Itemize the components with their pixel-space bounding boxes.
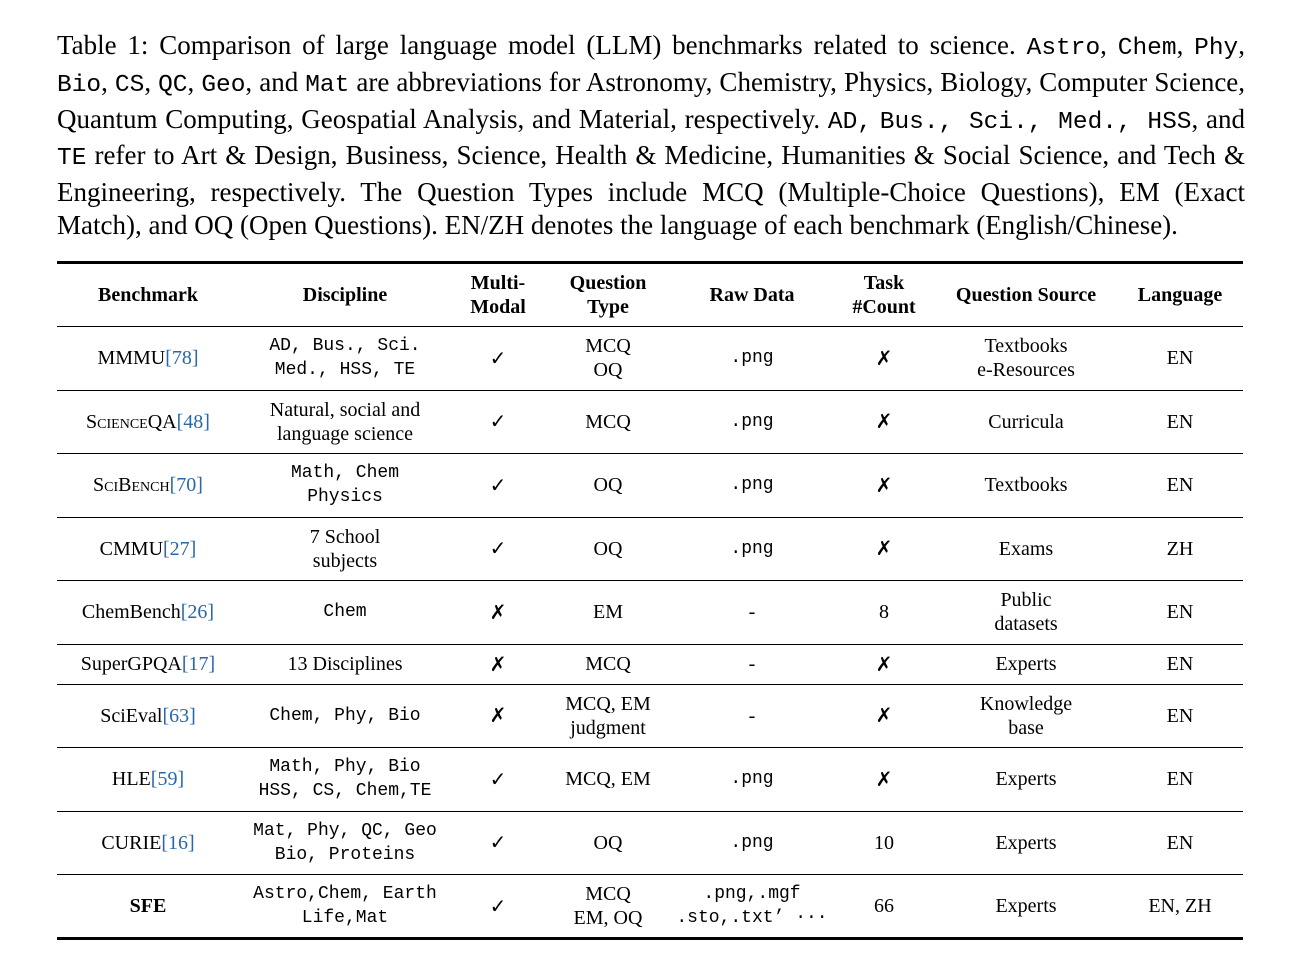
raw-data-line: - — [748, 653, 756, 675]
table-row — [57, 390, 1243, 454]
header-raw-label: Raw Data — [709, 284, 795, 306]
header-qtype-line1: Question — [569, 272, 647, 294]
cell-raw-data — [671, 811, 833, 875]
caption-abbr-ad: AD, — [827, 108, 872, 136]
cell-multimodal — [451, 684, 545, 748]
cell-benchmark — [57, 581, 239, 645]
discipline-line: HSS, CS, Chem,TE — [258, 781, 432, 802]
caption-sep: , and — [1191, 103, 1246, 134]
cell-language — [1117, 581, 1243, 645]
source-line: datasets — [994, 613, 1058, 636]
check-mark-icon: ✓ — [489, 472, 507, 497]
header-multimodal — [451, 263, 545, 327]
benchmark-name: ScienceQA — [86, 410, 177, 433]
task-count-value: 10 — [874, 831, 894, 854]
header-discipline — [239, 263, 451, 327]
benchmark-table-wrapper — [57, 261, 1243, 940]
benchmark-name: CURIE — [101, 831, 162, 854]
citation-link[interactable]: [78] — [165, 347, 199, 370]
header-language — [1117, 263, 1243, 327]
cell-language — [1117, 811, 1243, 875]
raw-data-line: .png — [730, 475, 774, 496]
caption-sep: , — [101, 66, 115, 97]
table-header-row — [57, 263, 1243, 327]
cell-question-source — [935, 811, 1117, 875]
question-type-line: judgment — [570, 716, 646, 739]
source-line: Experts — [995, 831, 1057, 854]
citation-link[interactable]: [26] — [180, 601, 215, 624]
raw-data-line: - — [748, 601, 756, 624]
cell-multimodal — [451, 454, 545, 518]
source-line: Experts — [995, 895, 1057, 917]
table-row — [57, 748, 1243, 812]
cell-raw-data — [671, 684, 833, 748]
caption-abbr-te: TE — [57, 145, 87, 173]
cell-benchmark — [57, 811, 239, 875]
question-type-line: MCQ — [585, 335, 631, 358]
cell-question-source — [935, 454, 1117, 518]
discipline-line: subjects — [312, 549, 378, 572]
benchmark-name: MMMU — [97, 347, 166, 370]
cross-mark-icon: ✗ — [875, 409, 893, 434]
cross-mark-icon: ✗ — [489, 651, 507, 676]
cell-task-count — [833, 454, 935, 518]
citation-link[interactable]: [59] — [150, 768, 185, 791]
cell-multimodal — [451, 644, 545, 684]
discipline-line: 13 Disciplines — [287, 653, 403, 675]
cross-mark-icon: ✗ — [875, 766, 893, 791]
discipline-line: Life,Mat — [301, 908, 389, 928]
discipline-line: language science — [276, 422, 414, 445]
language-value: EN — [1166, 601, 1194, 624]
source-line: Textbooks — [984, 335, 1068, 358]
source-line: Public — [1000, 589, 1052, 612]
cell-discipline — [239, 390, 451, 454]
question-type-line: OQ — [593, 537, 623, 560]
cell-raw-data — [671, 644, 833, 684]
header-question-source — [935, 263, 1117, 327]
language-value: EN — [1166, 704, 1194, 727]
question-type-line: EM — [593, 601, 623, 624]
discipline-line: Natural, social and — [269, 398, 421, 421]
caption-abbr-chem: Chem — [1117, 35, 1177, 62]
check-mark-icon: ✓ — [489, 766, 507, 791]
cell-question-source — [935, 644, 1117, 684]
cell-raw-data — [671, 581, 833, 645]
cell-benchmark — [57, 644, 239, 684]
cell-raw-data — [671, 454, 833, 518]
question-type-line: OQ — [593, 359, 623, 382]
discipline-line: 7 School — [309, 525, 381, 548]
discipline-line: AD, Bus., Sci. — [269, 336, 421, 357]
discipline-line: Med., HSS, TE — [274, 360, 416, 381]
cell-question-type — [545, 517, 671, 581]
discipline-line: Math, Phy, Bio — [269, 757, 421, 778]
cell-task-count — [833, 517, 935, 581]
citation-link[interactable]: [16] — [161, 831, 195, 854]
raw-data-line: .png — [730, 538, 774, 559]
caption-sep: , — [144, 66, 159, 97]
cell-question-source — [935, 748, 1117, 812]
table-row — [57, 811, 1243, 875]
cell-task-count — [833, 581, 935, 645]
caption-abbr-bus: Bus., Sci., Med., HSS — [879, 108, 1192, 136]
language-value: EN — [1166, 831, 1194, 854]
table-row — [57, 454, 1243, 518]
caption-sep: , — [1176, 30, 1184, 60]
language-value: EN — [1166, 768, 1194, 791]
question-type-line: OQ — [593, 474, 623, 497]
language-value: EN — [1166, 410, 1194, 433]
cell-question-type — [545, 748, 671, 812]
citation-link[interactable]: [17] — [181, 653, 216, 675]
caption-sep: , — [1100, 30, 1118, 60]
cell-benchmark — [57, 748, 239, 812]
cross-mark-icon: ✗ — [875, 651, 893, 676]
caption-abbr-qc: QC — [158, 71, 188, 99]
table-row — [57, 581, 1243, 645]
caption-abbr-geo: Geo — [201, 71, 246, 99]
source-line: Experts — [995, 768, 1057, 791]
check-mark-icon: ✓ — [489, 830, 507, 855]
caption-abbr-mat: Mat — [305, 71, 350, 99]
cell-multimodal — [451, 581, 545, 645]
raw-data-line: .png,.mgf — [703, 884, 801, 904]
cell-question-type — [545, 327, 671, 391]
cell-question-source — [935, 327, 1117, 391]
cell-question-source — [935, 517, 1117, 581]
cross-mark-icon: ✗ — [875, 703, 893, 728]
raw-data-line: .png — [730, 832, 774, 853]
cell-question-type — [545, 875, 671, 939]
table-row — [57, 644, 1243, 684]
cell-raw-data — [671, 517, 833, 581]
caption-text-2: are abbreviations for Astronomy, Chemistry, Physics, Biology, Computer Science, Quantum Computing, Geospatial Analysis, and Material, respectively. — [57, 66, 1246, 134]
table-row — [57, 875, 1243, 939]
cell-multimodal — [451, 327, 545, 391]
caption-text-1: Table 1: Comparison of large language model (LLM) benchmarks related to science. — [57, 30, 1027, 60]
cell-task-count — [833, 748, 935, 812]
check-mark-icon: ✓ — [489, 409, 507, 434]
header-qtype-line2: Type — [587, 296, 629, 318]
cell-discipline — [239, 517, 451, 581]
cell-multimodal — [451, 517, 545, 581]
cell-discipline — [239, 811, 451, 875]
cell-question-source — [935, 684, 1117, 748]
table-row — [57, 517, 1243, 581]
discipline-line: Chem — [323, 602, 367, 623]
source-line: base — [1008, 716, 1044, 739]
cross-mark-icon: ✗ — [875, 472, 893, 497]
benchmark-name: SciBench — [93, 474, 170, 497]
cell-question-source — [935, 390, 1117, 454]
question-type-line: MCQ — [585, 410, 631, 433]
cross-mark-icon: ✗ — [875, 536, 893, 561]
benchmark-name: SFE — [129, 895, 167, 917]
cell-discipline — [239, 684, 451, 748]
source-line: Knowledge — [979, 692, 1073, 715]
source-line: Textbooks — [984, 474, 1068, 497]
cell-language — [1117, 684, 1243, 748]
discipline-line: Bio, Proteins — [274, 844, 416, 865]
discipline-line: Astro,Chem, Earth — [253, 884, 437, 904]
question-type-line: MCQ, EM — [565, 768, 651, 791]
cell-language — [1117, 875, 1243, 939]
question-type-line: OQ — [593, 831, 623, 854]
cell-language — [1117, 390, 1243, 454]
citation-link[interactable]: [27] — [163, 537, 197, 560]
question-type-line: MCQ — [585, 653, 631, 675]
cell-question-type — [545, 644, 671, 684]
cell-discipline — [239, 748, 451, 812]
header-task-line2: #Count — [852, 296, 916, 318]
header-task-count — [833, 263, 935, 327]
check-mark-icon: ✓ — [489, 536, 507, 561]
question-type-line: EM, OQ — [573, 907, 643, 929]
cell-benchmark — [57, 327, 239, 391]
source-line: Exams — [998, 537, 1054, 560]
cell-multimodal — [451, 748, 545, 812]
header-task-line1: Task — [863, 272, 905, 294]
raw-data-line: .png — [730, 411, 774, 432]
cell-benchmark — [57, 454, 239, 518]
cell-multimodal — [451, 875, 545, 939]
discipline-line: Physics — [307, 487, 383, 508]
caption-text-3: refer to Art & Design, Business, Science, Health & Medicine, Humanities & Social Science, and Tech & Engineering, respectively. The Question Types include MCQ (Multiple-Choice Questions), EM (Exact Match), and OQ (Open Questions). EN/ZH denotes the language of each benchmark (English/Chinese). — [57, 140, 1245, 240]
benchmark-comparison-table — [57, 261, 1243, 940]
cell-benchmark — [57, 875, 239, 939]
language-value: EN — [1166, 474, 1194, 497]
cell-raw-data — [671, 390, 833, 454]
caption-sep: , — [187, 66, 202, 97]
citation-link[interactable]: [48] — [176, 410, 210, 433]
cell-task-count — [833, 811, 935, 875]
header-benchmark — [57, 263, 239, 327]
header-raw-data — [671, 263, 833, 327]
raw-data-line: .png — [730, 769, 774, 790]
benchmark-name: SciEval — [100, 704, 163, 727]
cell-discipline — [239, 644, 451, 684]
task-count-value: 66 — [874, 895, 894, 917]
caption-abbr-phy: Phy — [1194, 35, 1239, 62]
benchmark-name: CMMU — [99, 537, 164, 560]
source-line: e-Resources — [977, 359, 1075, 382]
cell-question-type — [545, 454, 671, 518]
header-multimodal-line2: Modal — [470, 296, 526, 318]
table-row — [57, 327, 1243, 391]
check-mark-icon: ✓ — [489, 345, 507, 370]
language-value: EN, ZH — [1148, 895, 1212, 917]
caption-abbr-bio: Bio — [57, 71, 102, 99]
table-row — [57, 684, 1243, 748]
cell-benchmark — [57, 684, 239, 748]
cell-task-count — [833, 327, 935, 391]
cell-multimodal — [451, 390, 545, 454]
cell-language — [1117, 517, 1243, 581]
cell-language — [1117, 327, 1243, 391]
header-discipline-label: Discipline — [302, 284, 388, 306]
cell-question-type — [545, 390, 671, 454]
source-line: Curricula — [988, 410, 1064, 433]
cell-raw-data — [671, 327, 833, 391]
cell-raw-data — [671, 875, 833, 939]
cell-language — [1117, 644, 1243, 684]
cell-multimodal — [451, 811, 545, 875]
cell-task-count — [833, 875, 935, 939]
caption-sep: , and — [245, 66, 306, 97]
cell-question-source — [935, 875, 1117, 939]
source-line: Experts — [995, 653, 1057, 675]
question-type-line: MCQ — [585, 883, 631, 905]
language-value: EN — [1166, 347, 1194, 370]
caption-sep: , — [1238, 30, 1246, 60]
cell-benchmark — [57, 517, 239, 581]
cross-mark-icon: ✗ — [875, 345, 893, 370]
caption-abbr-astro: Astro — [1026, 35, 1101, 62]
table-caption — [57, 29, 1245, 242]
cell-raw-data — [671, 748, 833, 812]
header-question-type — [545, 263, 671, 327]
benchmark-name: HLE — [111, 768, 151, 791]
benchmark-name: SuperGPQA — [80, 653, 182, 675]
task-count-value: 8 — [879, 601, 889, 624]
cell-benchmark — [57, 390, 239, 454]
cell-discipline — [239, 581, 451, 645]
cell-task-count — [833, 684, 935, 748]
header-source-label: Question Source — [955, 284, 1097, 306]
discipline-line: Chem, Phy, Bio — [269, 705, 421, 726]
benchmark-name: ChemBench — [81, 601, 181, 624]
cross-mark-icon: ✗ — [489, 599, 507, 624]
cell-language — [1117, 748, 1243, 812]
raw-data-line: - — [748, 704, 756, 727]
header-benchmark-label: Benchmark — [98, 284, 198, 306]
cell-task-count — [833, 390, 935, 454]
raw-data-line: .sto,.txt’ ··· — [676, 908, 828, 928]
citation-link[interactable]: [70] — [169, 474, 203, 497]
cell-discipline — [239, 327, 451, 391]
caption-abbr-cs: CS — [114, 71, 145, 99]
header-language-label: Language — [1137, 284, 1223, 306]
cell-language — [1117, 454, 1243, 518]
caption-sep — [872, 104, 880, 134]
cell-discipline — [239, 875, 451, 939]
check-mark-icon: ✓ — [489, 893, 507, 918]
cell-question-source — [935, 581, 1117, 645]
table-body — [57, 327, 1243, 939]
question-type-line: MCQ, EM — [565, 692, 651, 715]
language-value: EN — [1166, 653, 1194, 675]
discipline-line: Mat, Phy, QC, Geo — [253, 820, 437, 841]
cell-discipline — [239, 454, 451, 518]
language-value: ZH — [1166, 537, 1194, 560]
cell-question-type — [545, 581, 671, 645]
header-multimodal-line1: Multi- — [470, 272, 526, 294]
cell-question-type — [545, 811, 671, 875]
cross-mark-icon: ✗ — [489, 703, 507, 728]
raw-data-line: .png — [730, 348, 774, 369]
cell-question-type — [545, 684, 671, 748]
citation-link[interactable]: [63] — [162, 704, 196, 727]
cell-task-count — [833, 644, 935, 684]
discipline-line: Math, Chem — [290, 463, 400, 484]
